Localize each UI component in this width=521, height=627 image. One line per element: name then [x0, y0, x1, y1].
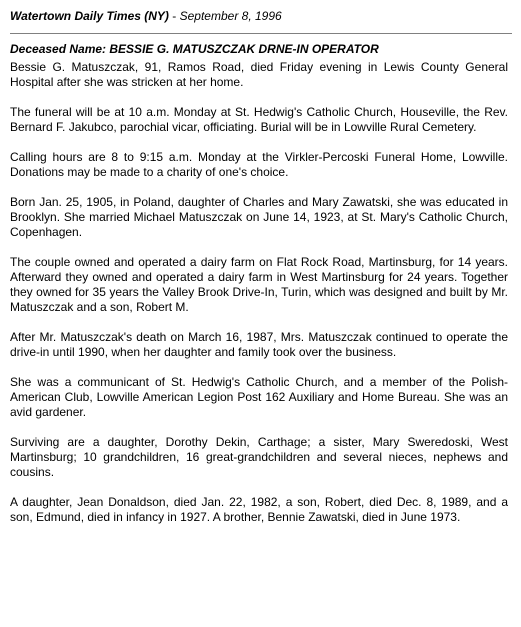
paragraph-predeceased: A daughter, Jean Donaldson, died Jan. 22, 1982, a son, Robert, died Dec. 8, 1989, and a son, Edmund, died in infancy in 1927. A brother, Bennie Zawatski, died in June 1973. [10, 495, 508, 524]
paragraph-funeral: The funeral will be at 10 a.m. Monday at St. Hedwig's Catholic Church, Houseville, the Rev. Bernard F. Jakubco, parochial vicar, officiating. Burial will be in Lowville Rural Cemetery. [10, 105, 508, 134]
masthead-separator: - [168, 9, 180, 23]
paragraph-career: The couple owned and operated a dairy farm on Flat Rock Road, Martinsburg, for 14 years. Afterward they owned and operated a dairy farm in West Martinsburg for 24 years. Together they owned for 35 years the Valley Brook Drive-In, Turin, which was designed and built by Mr. Matuszczak and a son, Robert M. [10, 255, 508, 314]
publication-date: September 8, 1996 [179, 9, 282, 23]
paragraph-death-notice: Bessie G. Matuszczak, 91, Ramos Road, died Friday evening in Lewis County General Hospital after she was stricken at her home. [10, 60, 508, 89]
paragraph-birth-marriage: Born Jan. 25, 1905, in Poland, daughter of Charles and Mary Zawatski, she was educated in Brooklyn. She married Michael Matuszczak on June 14, 1923, at St. Mary's Catholic Church, Copenhagen. [10, 195, 508, 239]
paragraph-drive-in: After Mr. Matuszczak's death on March 16, 1987, Mrs. Matuszczak continued to operate the drive-in until 1990, when her daughter and family took over the business. [10, 330, 508, 359]
obituary-body [10, 60, 511, 525]
publication-name: Watertown Daily Times (NY) [10, 9, 169, 23]
paragraph-calling-hours: Calling hours are 8 to 9:15 a.m. Monday at the Virkler-Percoski Funeral Home, Lowville. Donations may be made to a charity of one's choice. [10, 150, 508, 179]
masthead [10, 9, 511, 23]
header-divider [10, 33, 512, 34]
paragraph-survivors: Surviving are a daughter, Dorothy Dekin, Carthage; a sister, Mary Sweredoski, West Martinsburg; 10 grandchildren, 16 great-grandchildren and several nieces, nephews and cousins. [10, 435, 508, 479]
paragraph-memberships: She was a communicant of St. Hedwig's Catholic Church, and a member of the Polish-American Club, Lowville American Legion Post 162 Auxiliary and Home Bureau. She was an avid gardener. [10, 375, 508, 419]
deceased-heading: Deceased Name: BESSIE G. MATUSZCZAK DRNE-IN OPERATOR [10, 42, 379, 56]
